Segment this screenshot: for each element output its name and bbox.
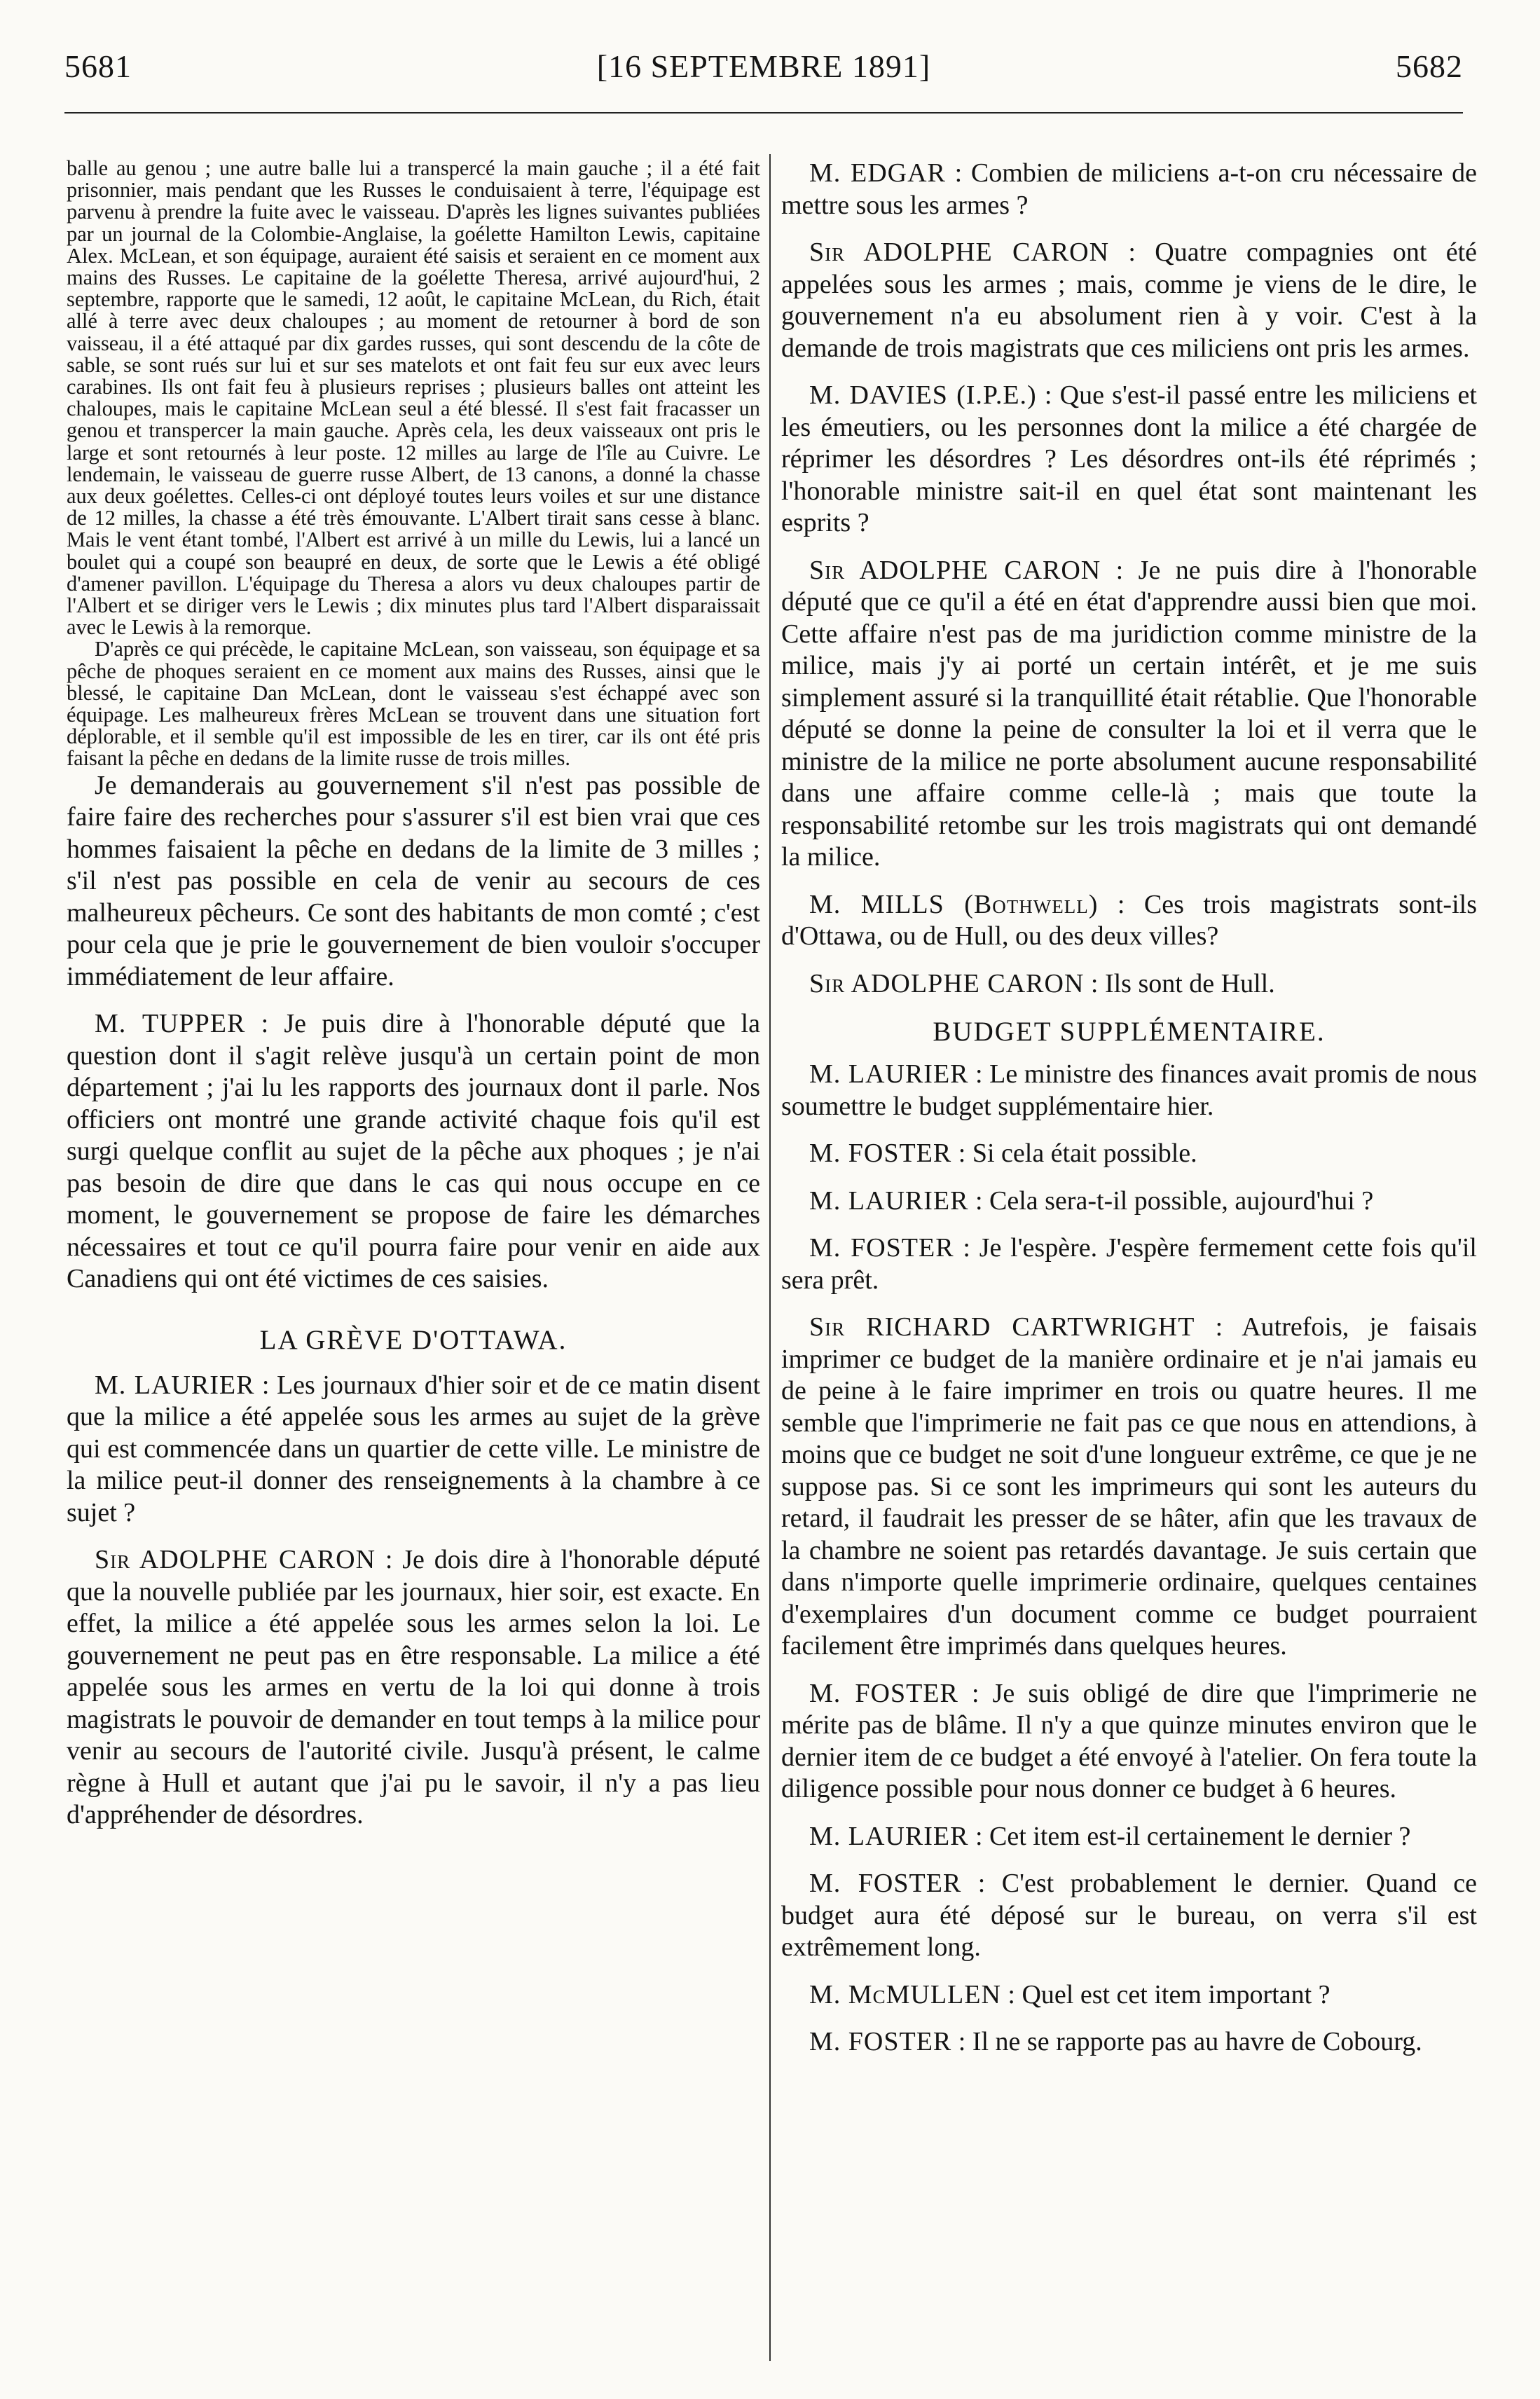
speech-paragraph bbox=[781, 2026, 1477, 2058]
speaker-name: M. MILLS (Bothwell) bbox=[809, 889, 1099, 919]
speaker-name: M. LAURIER bbox=[809, 1821, 969, 1851]
left-column bbox=[67, 158, 760, 1847]
speech-paragraph bbox=[67, 1008, 760, 1295]
speech-text: : Il ne se rapporte pas au havre de Cobourg. bbox=[951, 2027, 1422, 2056]
speech-paragraph bbox=[67, 1544, 760, 1831]
speech-text: : Je l'espère. J'espère fermement cette fois qu'il sera prêt. bbox=[781, 1233, 1477, 1295]
speech-paragraph bbox=[781, 237, 1477, 364]
column-divider bbox=[769, 154, 771, 2361]
page-number-right: 5682 bbox=[1396, 48, 1463, 84]
speech-text: : Combien de miliciens a-t-on cru nécessaire de mettre sous les armes ? bbox=[781, 158, 1477, 220]
speech-text: : Je dois dire à l'honorable député que la nouvelle publiée par les journaux, hier soir, est exacte. En effet, la milice a été appelée sous les armes selon la loi. Le gouvernement ne peut pas en être responsable. La milice a été appelée sous les armes en vertu de la loi qui donne à trois magistrats le pouvoir de demander en tout temps à la milice pour venir au secours de l'autorité civile. Jusqu'à présent, le calme règne à Hull et autant que j'ai pu le savoir, il n'y a pas lieu d'appréhender de désordres. bbox=[67, 1545, 760, 1830]
speech-paragraph bbox=[781, 1678, 1477, 1806]
speech-text: : Cet item est-il certainement le dernier ? bbox=[968, 1821, 1411, 1851]
section-heading: BUDGET SUPPLÉMENTAIRE. bbox=[933, 1017, 1326, 1047]
speaker-name: M. LAURIER bbox=[809, 1185, 969, 1216]
section-heading: LA GRÈVE D'OTTAWA. bbox=[259, 1324, 568, 1355]
speech-paragraph bbox=[67, 1370, 760, 1530]
speech-text: : Quatre compagnies ont été appelées sous les armes ; mais, comme je viens de le dire, le gouvernement n'a eu absolument rien à y voir. C'est à la demande de trois magistrats que ces miliciens ont pris les armes. bbox=[781, 238, 1477, 363]
speaker-name: M. FOSTER bbox=[809, 1139, 952, 1168]
page-number-left: 5681 bbox=[64, 48, 132, 84]
speech-paragraph bbox=[781, 968, 1477, 1001]
speech-paragraph bbox=[781, 1059, 1477, 1122]
speech-paragraph: Je demanderais au gouvernement s'il n'est pas possible de faire faire des recherches pour s'assurer s'il est bien vrai que ces hommes faisaient la pêche en dedans de la limite de 3 milles ; s'il n'est pas possible en cela de venir au secours de ces malheureux pêcheurs. Ce sont des habitants de mon comté ; c'est pour cela que je prie le gouvernement de bien vouloir s'occuper immédiatement de leur affaire. bbox=[67, 770, 760, 991]
speaker-name: M. FOSTER bbox=[809, 1233, 954, 1263]
quoted-paragraph: balle au genou ; une autre balle lui a transpercé la main gauche ; il a été fait prisonnier, mais pendant que les Russes le conduisaient à terre, l'équipage est parvenu à prendre la fuite avec le vaisseau. D'après les lignes suivantes publiées par un journal de la Colombie-Anglaise, la goélette Hamilton Lewis, capitaine Alex. McLean, et son équipage, auraient été saisis et seraient en ce moment aux mains des Russes. Le capitaine de la goélette Theresa, arrivé aujourd'hui, 2 septembre, rapporte que le samedi, 12 août, le capitaine McLean, du Rich, était allé à terre avec deux chaloupes ; au moment de retourner à bord de son vaisseau, il a été attaqué par dix gardes russes, qui sont descendu de la côte de sable, se sont rués sur lui et sur ses matelots et ont fait feu sur eux avec leurs carabines. Ils ont fait feu à plusieurs reprises ; plusieurs balles ont atteint les chaloupes, mais le capitaine McLean seul a été blessé. Il s'est fait fracasser un genou et transpercer la main gauche. Après cela, les deux vaisseaux ont pris le large et sont retournés à leur poste. 12 milles au large de l'île au Cuivre. Le lendemain, le vaisseau de guerre russe Albert, de 13 canons, a donné la chasse aux deux goélettes. Celles-ci ont déployé toutes leurs voiles et sur une distance de 12 milles, la chasse a été très émouvante. L'Albert tirait sans cesse à blanc. Mais le vent étant tombé, l'Albert est arrivé à un mille du Lewis, lui a lancé un boulet qui a coupé son beaupré en deux, de sorte que le Lewis a été obligé d'amener pavillon. L'équipage du Theresa a alors vu deux chaloupes partir de l'Albert et se diriger vers le Lewis ; dix minutes plus tard l'Albert disparaissait avec le Lewis à la remorque. bbox=[67, 156, 760, 640]
speech-text: : Cela sera-t-il possible, aujourd'hui ? bbox=[968, 1185, 1374, 1216]
speech-paragraph bbox=[781, 1185, 1477, 1218]
speech-paragraph bbox=[781, 1979, 1477, 2012]
speaker-name: Sir ADOLPHE CARON bbox=[809, 968, 1085, 998]
speech-text: : Quel est cet item important ? bbox=[1001, 1979, 1331, 2009]
speech-text: : Si cela était possible. bbox=[951, 1139, 1197, 1168]
speaker-name: Sir ADOLPHE CARON bbox=[95, 1545, 376, 1575]
speech-text: : Ils sont de Hull. bbox=[1084, 968, 1275, 998]
quoted-paragraph: D'après ce qui précède, le capitaine McLean, son vaisseau, son équipage et sa pêche de phoques seraient en ce moment aux mains des Russes, ainsi que le blessé, le capitaine Dan McLean, dont le vaisseau s'est échappé avec son équipage. Les malheureux frères McLean se trouvent dans une situation fort déplorable, et il semble qu'il est impossible de les en tirer, car ils ont été pris faisant la pêche en dedans de la limite russe de trois milles. bbox=[67, 637, 760, 771]
speaker-name: M. DAVIES (I.P.E.) bbox=[809, 380, 1037, 410]
speech-text: : Que s'est-il passé entre les miliciens et les émeutiers, ou les personnes dont la milice a été chargée de réprimer les désordres ? Les désordres ont-ils été réprimés ; l'honorable ministre sait-il en quel état sont maintenant les esprits ? bbox=[781, 380, 1477, 537]
speech-text: : Le ministre des finances avait promis de nous soumettre le budget supplémentaire hier. bbox=[781, 1059, 1477, 1121]
speaker-name: Sir ADOLPHE CARON bbox=[809, 238, 1110, 267]
speech-paragraph bbox=[781, 380, 1477, 539]
speaker-name: M. FOSTER bbox=[809, 1869, 962, 1898]
speech-paragraph bbox=[781, 1821, 1477, 1853]
speech-text: : Je suis obligé de dire que l'imprimerie ne mérite pas de blâme. Il n'y a que quinze minutes environ que le dernier item de ce budget a été envoyé à l'atelier. On fera toute la diligence possible pour nous donner ce budget à 6 heures. bbox=[781, 1678, 1477, 1803]
right-column bbox=[781, 158, 1477, 2074]
speaker-name: Sir ADOLPHE CARON bbox=[809, 555, 1101, 585]
page-date: [16 SEPTEMBRE 1891] bbox=[596, 48, 931, 84]
speech-paragraph bbox=[781, 1312, 1477, 1663]
speech-text: : Les journaux d'hier soir et de ce matin disent que la milice a été appelée sous les armes au sujet de la grève qui est commencée dans un quartier de cette ville. Le ministre de la milice peut-il donner des renseignements à la chambre à ce sujet ? bbox=[67, 1370, 760, 1527]
speech-paragraph bbox=[781, 1138, 1477, 1170]
speaker-name: M. EDGAR bbox=[809, 158, 946, 188]
header-rule bbox=[64, 112, 1463, 114]
speaker-name: M. FOSTER bbox=[809, 1678, 958, 1708]
speech-text: : Je puis dire à l'honorable député que la question dont il s'agit relève jusqu'à un certain point de mon département ; j'ai lu les rapports des journaux dont il parle. Nos officiers ont montré une grande activité chaque fois qu'il est surgi quelque conflit au sujet de la pêche aux phoques ; je n'ai pas besoin de dire que dans le cas qui nous occupe en ce moment, le gouvernement se propose de faire les démarches nécessaires et tout ce qu'il pourra faire pour venir en aide aux Canadiens qui ont été victimes de ces saisies. bbox=[67, 1009, 760, 1294]
speaker-name: M. TUPPER bbox=[95, 1009, 246, 1039]
speech-paragraph bbox=[781, 158, 1477, 221]
speech-paragraph bbox=[781, 1232, 1477, 1296]
speaker-name: M. LAURIER bbox=[95, 1370, 255, 1400]
speech-paragraph bbox=[781, 1868, 1477, 1964]
speech-text: : Je ne puis dire à l'honorable député que ce qu'il a été en état d'apprendre aussi bien que moi. Cette affaire n'est pas de ma juridiction comme ministre de la milice, mais j'y ai porté un certain intérêt, et je me suis simplement assuré si la tranquillité était rétablie. Que l'honorable député se donne la peine de consulter la loi et il verra que le ministre de la milice ne porte absolument aucune responsabilité dans une affaire comme celle-là ; mais que toute la responsabilité retombe sur les trois magistrats qui ont demandé la milice. bbox=[781, 555, 1477, 872]
speech-text: : Ces trois magistrats sont-ils d'Ottawa, ou de Hull, ou des deux villes? bbox=[781, 889, 1477, 951]
speech-paragraph bbox=[781, 555, 1477, 874]
page-header bbox=[64, 48, 1463, 90]
speech-text: : Autrefois, je faisais imprimer ce budget de la manière ordinaire et je n'ai jamais eu de peine à le faire imprimer en trois ou quatre heures. Il me semble que l'imprimerie ne fait pas ce que nous en attendions, à moins que ce budget ne soit d'une longueur extrême, ce que je ne suppose pas. Si ce sont les imprimeurs qui sont les auteurs du retard, il faudrait les presser de se hâter, afin que les travaux de la chambre ne soient pas retardés davantage. Je suis certain que dans n'importe quelle imprimerie ordinaire, quelques centaines d'exemplaires d'un document comme ce budget pourraient facilement être imprimés dans quelques heures. bbox=[781, 1312, 1478, 1661]
speaker-name: M. LAURIER bbox=[809, 1059, 969, 1089]
speech-text: : C'est probablement le dernier. Quand ce budget aura été déposé sur le bureau, on verra s'il est extrêmement long. bbox=[781, 1869, 1477, 1962]
speaker-name: Sir RICHARD CARTWRIGHT bbox=[809, 1312, 1195, 1342]
speaker-name: M. FOSTER bbox=[809, 2027, 952, 2056]
speaker-name: M. McMULLEN bbox=[809, 1979, 1001, 2009]
speech-paragraph bbox=[781, 889, 1477, 953]
